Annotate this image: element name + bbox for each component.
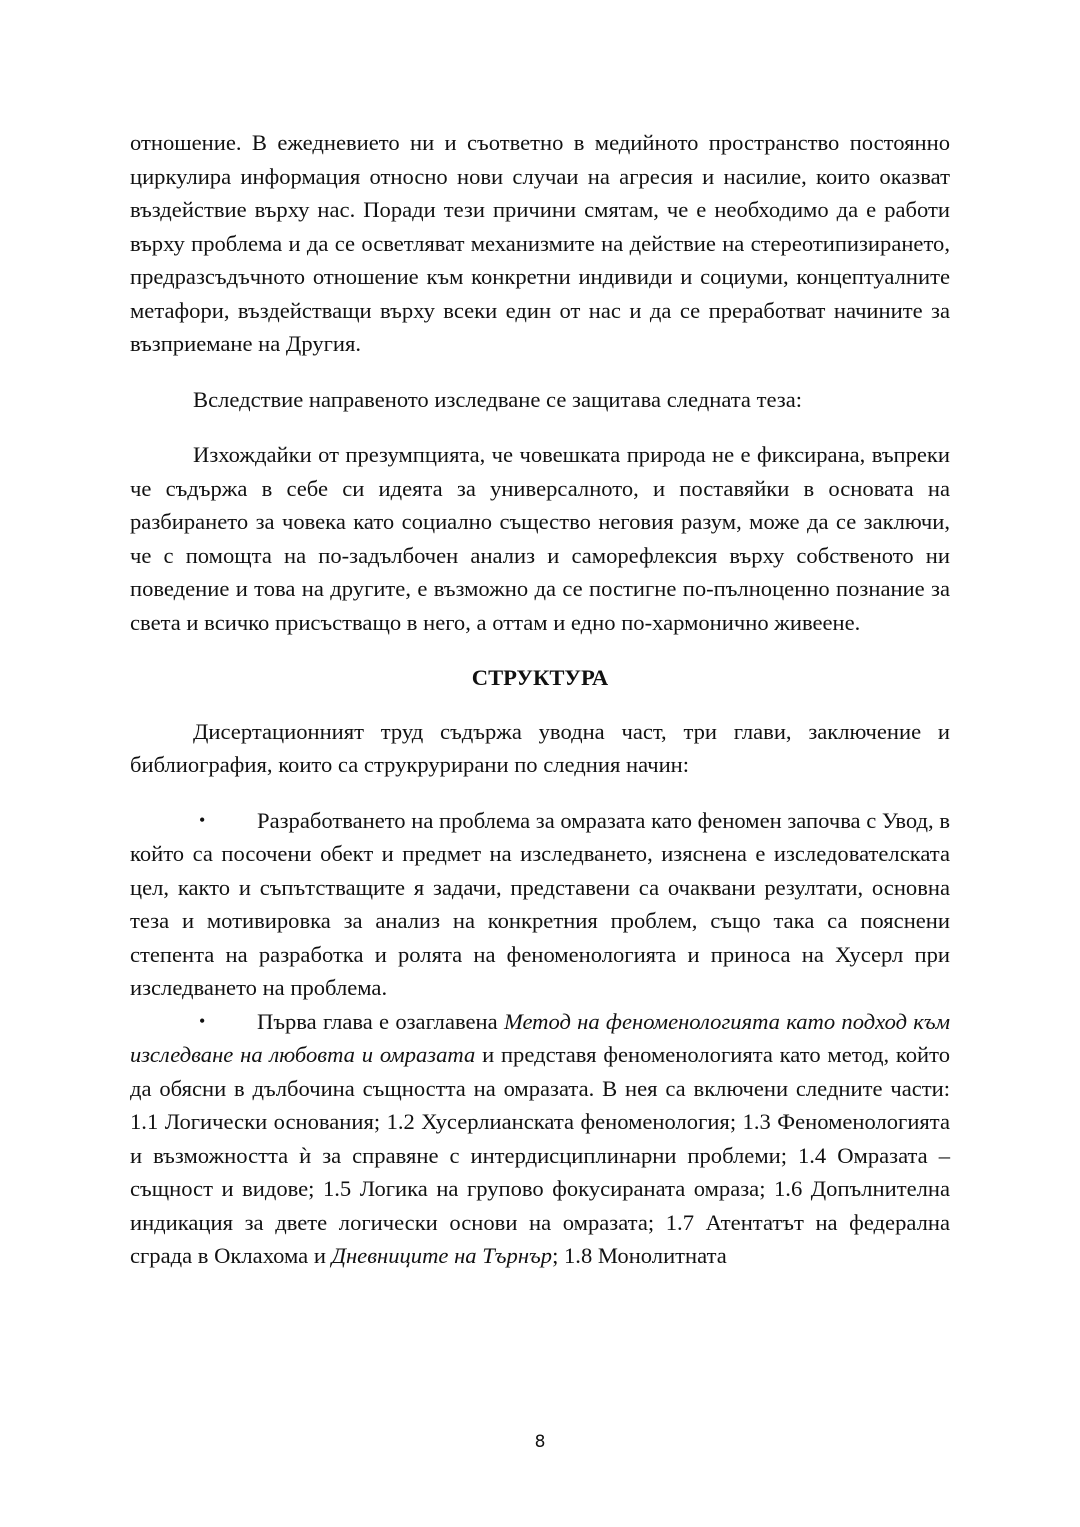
list-item-introduction (130, 804, 950, 1005)
list-item-text: Първа глава е озаглавена (257, 1008, 504, 1034)
list-item-text: и представя феноменологията като метод, който да обясни в дълбочина същността на омразата. В нея са включени следните части: 1.1 Логически основания; 1.2 Хусерлианската феноменология; 1.3 Феноменологията и възможността ѝ за справяне с интердисциплинарни проблеми; 1.4 Омразата – същност и видове; 1.5 Логика на групово фокусираната омраза; 1.6 Допълнителна индикация за двете логически основи на омразата; 1.7 Атентатът на федерална сграда в Оклахома и (130, 1042, 950, 1268)
bullet-icon: • (199, 1010, 206, 1031)
section-heading-structure: СТРУКТУРА (471, 665, 609, 690)
book-title-italic: Дневниците на Търнър (331, 1243, 553, 1268)
paragraph-intro-continuation: отношение. В ежедневието ни и съответно в медийното пространство постоянно циркулира информация относно нови случаи на агресия и насилие, които оказват въздействие върху нас. Поради тези причини смятам, че е необходимо да е работи върху проблема и да се осветляват механизмите на действие на стереотипизирането, предразсъдъчното отношение към конкретни индивиди и социуми, концептуалните метафори, въздействащи върху всеки един от нас и да се преработват начините за възприемане на Другия. (130, 130, 950, 356)
list-item-text: ; 1.8 Монолитната (552, 1243, 727, 1268)
page-content (130, 126, 950, 1273)
paragraph-thesis: Изхождайки от презумпцията, че човешката природа не е фиксирана, въпреки че съдържа в себе си идеята за универсалното, и поставяйки в основата на разбирането за човека като социално същество неговия разум, може да се заключи, че с помощта на по-задълбочен анализ и саморефлексия върху собственото ни поведение и това на другите, е възможно да се постигне по-пълноценно познание за света и всичко присъстващо в него, а оттам и едно по-хармонично живеене. (130, 442, 950, 635)
bullet-icon: • (199, 809, 206, 830)
chapter-title-italic: Метод на феноменологията като подход към изследване на любовта и омразата (130, 1008, 950, 1067)
page-number: 8 (534, 1432, 546, 1452)
paragraph-thesis-intro: Вследствие направеното изследване се защитава следната теза: (193, 386, 803, 412)
list-item-text: Разработването на проблема за омразата като феномен започва с Увод, в който са посочени обект и предмет на изследването, изяснена е изследователската цел, както и съпътстващите я задачи, представени са очаквани резултати, основна теза и мотивировка за анализ на конкретния проблем, също така са пояснени степента на разработка и ролята на феноменологията и приноса на Хусерл при изследването на проблема. (130, 807, 950, 1000)
list-item-chapter-one (130, 1005, 950, 1273)
paragraph-structure-intro: Дисертационният труд съдържа уводна част, три глави, заключение и библиография, които са струкрурирани по следния начин: (130, 718, 950, 777)
